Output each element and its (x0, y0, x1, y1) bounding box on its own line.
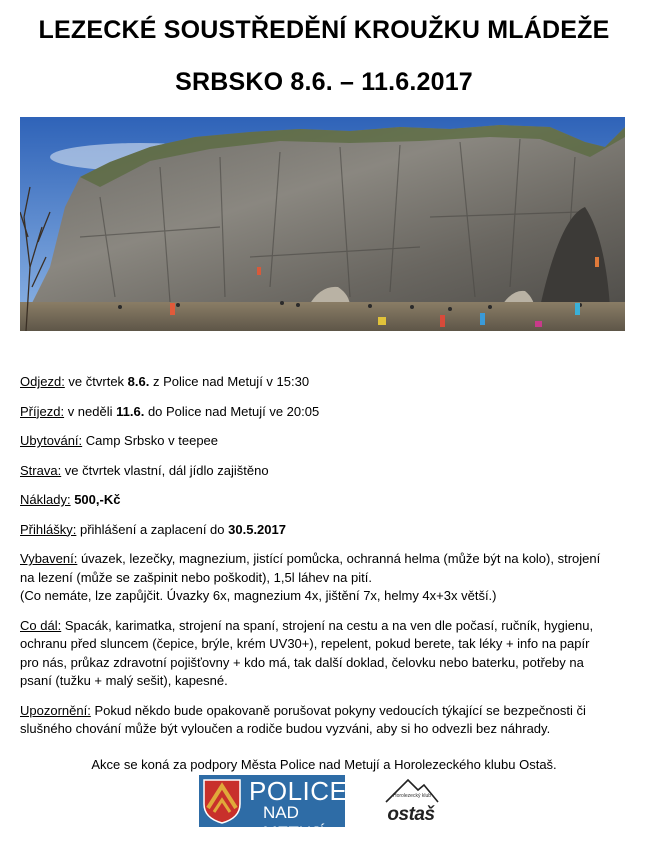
warning-line-1: Pokud někdo bude opakovaně porušovat pokyny vedoucích týkající se bezpečnosti či (90, 702, 586, 718)
arrival-info (20, 403, 628, 422)
food-info (20, 462, 628, 481)
equipment-line-1: úvazek, lezečky, magnezium, jistící pomůcka, ochranná helma (může být na kolo), strojení (77, 551, 601, 566)
departure-text-post: z Police nad Metují v 15:30 (149, 374, 310, 389)
page-title: LEZECKÉ SOUSTŘEDĚNÍ KROUŽKU MLÁDEŽE (38, 16, 610, 44)
equipment-line-3: (Co nemáte, lze zapůjčit. Úvazky 6x, magnezium 4x, jištění 7x, helmy 4x+3x větší.) (20, 588, 497, 603)
departure-label: Odjezd: (20, 374, 65, 389)
arrival-date: 11.6. (116, 403, 145, 419)
event-dates-title: SRBSKO 8.6. – 11.6.2017 (175, 68, 473, 96)
food-label: Strava: (20, 462, 62, 478)
registration-label: Přihlášky: (20, 521, 77, 537)
accommodation-label: Ubytování: (20, 433, 83, 448)
other-items-line-2: ochranu před sluncem (čepice, brýle, krém UV30+), repelent, pokud berete, tak léky + info na papír (20, 636, 590, 651)
other-items-line-1: Spacák, karimatka, strojení na spaní, strojení na cestu a na ven dle počasí, ručník, hygienu, (61, 617, 594, 633)
ostas-club-logo (378, 776, 444, 828)
registration-text: přihlášení a zaplacení do (76, 521, 229, 537)
other-items-label: Co dál: (20, 617, 62, 633)
departure-info (20, 373, 628, 392)
warning-info (20, 702, 628, 739)
equipment-info (20, 550, 628, 606)
food-text: ve čtvrtek vlastní, dál jídlo zajištěno (61, 462, 269, 478)
police-logo-line-2: NAD METUJÍ (263, 803, 325, 842)
arrival-text-pre: v neděli (64, 403, 117, 419)
accommodation-info (20, 432, 628, 451)
other-items-line-3: pro nás, průkaz zdravotní pojišťovny + kdo má, tak další doklad, čelovku nebo baterku, potřeby na (20, 654, 584, 670)
other-items-line-4: psaní (tužku + malý sešit), kapesné. (20, 673, 228, 688)
cost-amount: 500,-Kč (74, 492, 121, 507)
climbing-rock-wall-photo (20, 117, 625, 331)
departure-text-pre: ve čtvrtek (64, 374, 128, 389)
other-items-info (20, 617, 628, 691)
registration-deadline: 30.5.2017 (228, 521, 286, 537)
warning-label: Upozornění: (20, 702, 91, 718)
sponsor-note: Akce se koná za podpory Města Police nad Metují a Horolezeckého klubu Ostaš. (91, 757, 557, 772)
arrival-text-post: do Police nad Metují ve 20:05 (144, 403, 320, 419)
registration-info (20, 521, 628, 540)
town-shield-icon (202, 778, 242, 824)
ostas-logo-caption: Horolezecký klub (392, 793, 432, 799)
cost-label: Náklady: (20, 492, 71, 507)
equipment-label: Vybavení: (20, 551, 78, 566)
departure-date: 8.6. (127, 374, 150, 389)
arrival-label: Příjezd: (20, 403, 65, 419)
ostas-logo-word: ostaš (387, 804, 435, 825)
police-logo-line-1: POLICE (249, 776, 348, 806)
equipment-line-2: na lezení (může se zašpinit nebo poškodit), 1,5l láhev na pití. (20, 569, 372, 585)
warning-line-2: slušného chování může být vyloučen a rodiče budou vyzváni, aby si ho odvezli bez náhrady. (20, 721, 551, 736)
accommodation-text: Camp Srbsko v teepee (82, 433, 219, 448)
police-nad-metuji-logo (199, 775, 348, 842)
cost-info (20, 491, 628, 510)
event-details (20, 373, 628, 750)
